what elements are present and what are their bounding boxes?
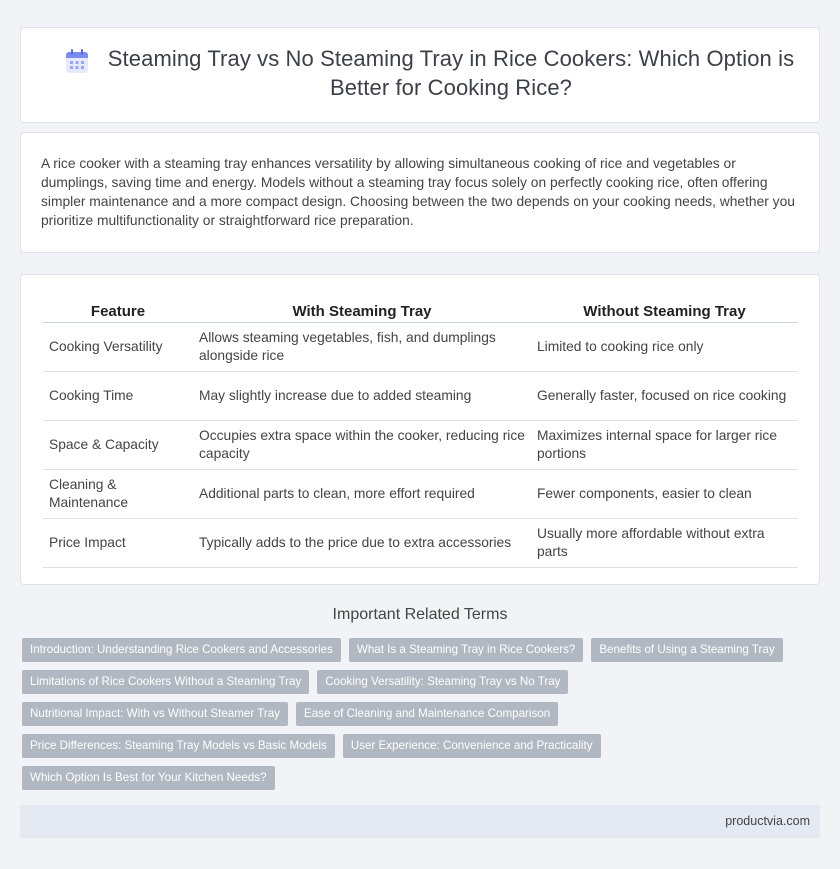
related-term-tag[interactable]: Limitations of Rice Cookers Without a Steaming Tray — [22, 670, 309, 694]
title-card — [20, 27, 820, 123]
with-tray-cell: May slightly increase due to added steaming — [193, 372, 531, 421]
without-tray-cell: Limited to cooking rice only — [531, 323, 798, 372]
related-term-tag[interactable]: What Is a Steaming Tray in Rice Cookers? — [349, 638, 583, 662]
without-tray-cell: Usually more affordable without extra parts — [531, 519, 798, 568]
footer-site-link[interactable]: productvia.com — [725, 814, 810, 828]
related-terms-list — [22, 638, 822, 790]
related-term-tag[interactable]: Price Differences: Steaming Tray Models vs Basic Models — [22, 734, 335, 758]
related-term-tag[interactable]: Introduction: Understanding Rice Cookers and Accessories — [22, 638, 341, 662]
related-terms-heading: Important Related Terms — [332, 606, 508, 623]
table-row — [43, 372, 798, 421]
related-term-tag[interactable]: Cooking Versatility: Steaming Tray vs No Tray — [317, 670, 568, 694]
header-with-tray: With Steaming Tray — [193, 297, 531, 323]
feature-cell: Cooking Time — [43, 372, 193, 421]
without-tray-cell: Generally faster, focused on rice cooking — [531, 372, 798, 421]
related-term-tag[interactable]: Nutritional Impact: With vs Without Steamer Tray — [22, 702, 288, 726]
with-tray-cell: Typically adds to the price due to extra accessories — [193, 519, 531, 568]
feature-cell: Price Impact — [43, 519, 193, 568]
comparison-table — [43, 297, 798, 568]
with-tray-cell: Occupies extra space within the cooker, reducing rice capacity — [193, 421, 531, 470]
title-wrap — [61, 44, 799, 102]
intro-paragraph: A rice cooker with a steaming tray enhances versatility by allowing simultaneous cooking of rice and vegetables or dumplings, saving time and energy. Models without a steaming tray focus solely on perfectly cooking rice, often offering simpler maintenance and a more compact design. Choosing between the two depends on your cooking needs, whether you prioritize multifunctionality or straightforward rice preparation. — [41, 156, 795, 228]
related-term-tag[interactable]: Which Option Is Best for Your Kitchen Needs? — [22, 766, 275, 790]
related-term-tag[interactable]: Ease of Cleaning and Maintenance Comparison — [296, 702, 558, 726]
header-feature: Feature — [43, 297, 193, 323]
without-tray-cell: Fewer components, easier to clean — [531, 470, 798, 519]
feature-cell: Space & Capacity — [43, 421, 193, 470]
calendar-icon — [61, 46, 93, 78]
related-term-tag[interactable]: User Experience: Convenience and Practicality — [343, 734, 601, 758]
table-row — [43, 323, 798, 372]
table-row — [43, 519, 798, 568]
without-tray-cell: Maximizes internal space for larger rice portions — [531, 421, 798, 470]
footer — [20, 805, 820, 838]
table-row — [43, 470, 798, 519]
table-header-row — [43, 297, 798, 323]
table-card — [20, 274, 820, 585]
with-tray-cell: Allows steaming vegetables, fish, and dumplings alongside rice — [193, 323, 531, 372]
related-term-tag[interactable]: Benefits of Using a Steaming Tray — [591, 638, 782, 662]
table-row — [43, 421, 798, 470]
page-title: Steaming Tray vs No Steaming Tray in Rice Cookers: Which Option is Better for Cooking Rice? — [107, 46, 795, 100]
feature-cell: Cleaning & Maintenance — [43, 470, 193, 519]
intro-card — [20, 132, 820, 253]
with-tray-cell: Additional parts to clean, more effort required — [193, 470, 531, 519]
header-without-tray: Without Steaming Tray — [531, 297, 798, 323]
feature-cell: Cooking Versatility — [43, 323, 193, 372]
